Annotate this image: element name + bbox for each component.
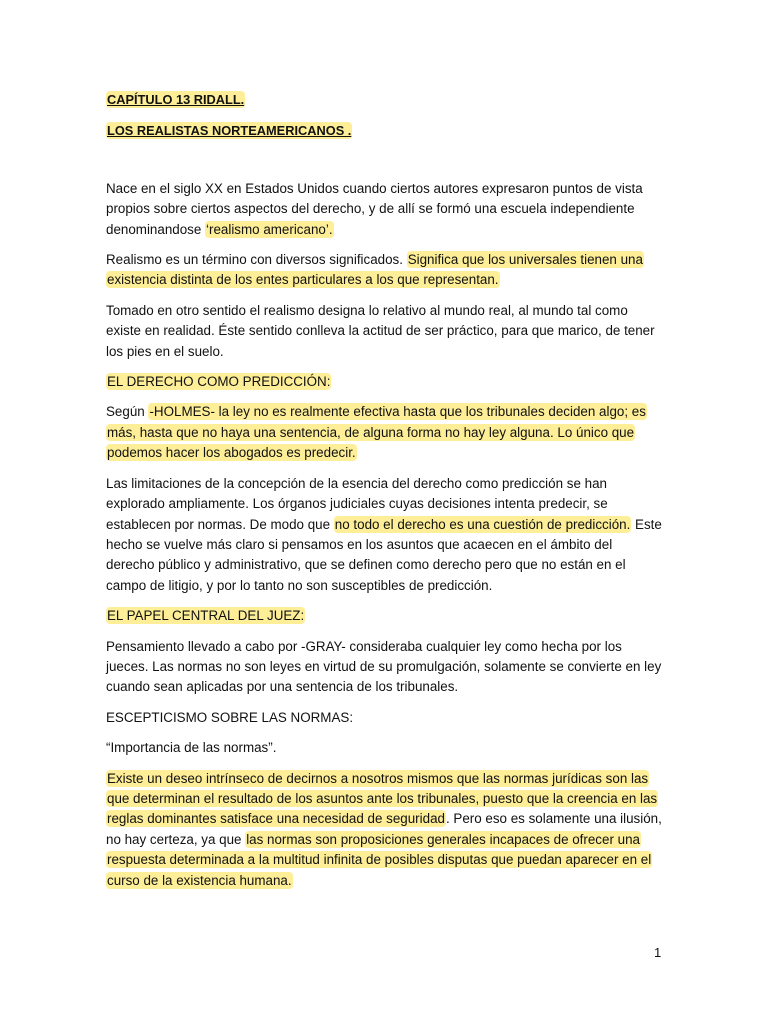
section-heading-prediction-text: EL DERECHO COMO PREDICCIÓN:	[107, 374, 331, 390]
chapter-title-text: CAPÍTULO 13 RIDALL.	[107, 92, 245, 107]
section-heading-judge-text: EL PAPEL CENTRAL DEL JUEZ:	[107, 608, 305, 624]
paragraph-desire-highlight-c: las normas son proposiciones generales incapaces de ofrecer una respuesta determinada a la multitud infinita de posibles disputas que puedan aparecer en el curso de la existencia humana.	[107, 831, 652, 888]
section-heading-prediction	[106, 372, 662, 392]
page-content	[106, 90, 662, 901]
chapter-subtitle-text: LOS REALISTAS NORTEAMERICANOS .	[107, 123, 352, 139]
paragraph-realism-definition	[106, 250, 662, 291]
paragraph-real-world: Tomado en otro sentido el realismo designa lo relativo al mundo real, al mundo tal como existe en realidad. Éste sentido conlleva la actitud de ser práctico, para que marico, de tener los pies en el suelo.	[106, 302, 655, 359]
paragraph-holmes-text: Según	[106, 404, 149, 420]
paragraph-holmes	[106, 402, 662, 463]
paragraph-holmes-highlight: -HOLMES- la ley no es realmente efectiva hasta que los tribunales deciden algo; es más, hasta que no haya una sentencia, de alguna forma no hay ley alguna. Lo único que podemos hacer los abogados es predecir.	[107, 404, 646, 461]
paragraph-gray: Pensamiento llevado a cabo por -GRAY- consideraba cualquier ley como hecha por los jueces. Las normas no son leyes en virtud de su promulgación, solamente se convierte en ley cuando sean aplicadas por una sentencia de los tribunales.	[106, 638, 662, 695]
page-number: 1	[654, 945, 662, 960]
section-heading-judge	[106, 606, 662, 626]
chapter-title	[106, 90, 662, 110]
quote-importance: “Importancia de las normas”.	[106, 740, 277, 756]
paragraph-origin-text: Nace en el siglo XX en Estados Unidos cuando ciertos autores expresaron puntos de vista propios sobre ciertos aspectos del derecho, y de allí se formó una escuela independiente denominandose	[106, 180, 643, 237]
paragraph-limitations-highlight: no todo el derecho es una cuestión de predicción.	[334, 516, 631, 532]
section-heading-skepticism: ESCEPTICISMO SOBRE LAS NORMAS:	[106, 709, 354, 725]
paragraph-origin	[106, 179, 662, 240]
paragraph-realism-highlight: Significa que los universales tienen una existencia distinta de los entes particulares a los que representan.	[107, 252, 643, 288]
chapter-subtitle	[106, 121, 662, 141]
paragraph-desire-highlight-a: Existe un deseo intrínseco de decirnos a nosotros mismos que las normas jurídicas son las que determinan el resultado de los asuntos ante los tribunales, puesto que la creencia en las reglas dominantes satisface una necesidad de seguridad	[107, 770, 658, 827]
paragraph-desire-text: . Pero eso es solamente una ilusión, no hay certeza, ya que	[106, 811, 662, 847]
paragraph-limitations-text-c: Este hecho se vuelve más claro si pensamos en los asuntos que acaecen en el ámbito del derecho público y administrativo, que se definen como derecho pero que no están en el campo de litigio, y por lo tanto no son susceptibles de predicción.	[106, 516, 662, 593]
paragraph-limitations-text-a: Las limitaciones de la concepción de la esencia del derecho como predicción se han explorado ampliamente. Los órganos judiciales cuyas decisiones intenta predecir, se establecen por normas. De modo que	[106, 475, 608, 532]
paragraph-realism-text: Realismo es un término con diversos significados.	[106, 252, 407, 268]
paragraph-limitations	[106, 474, 662, 596]
paragraph-desire	[106, 769, 662, 891]
paragraph-origin-highlight: ‘realismo americano’.	[206, 221, 333, 237]
